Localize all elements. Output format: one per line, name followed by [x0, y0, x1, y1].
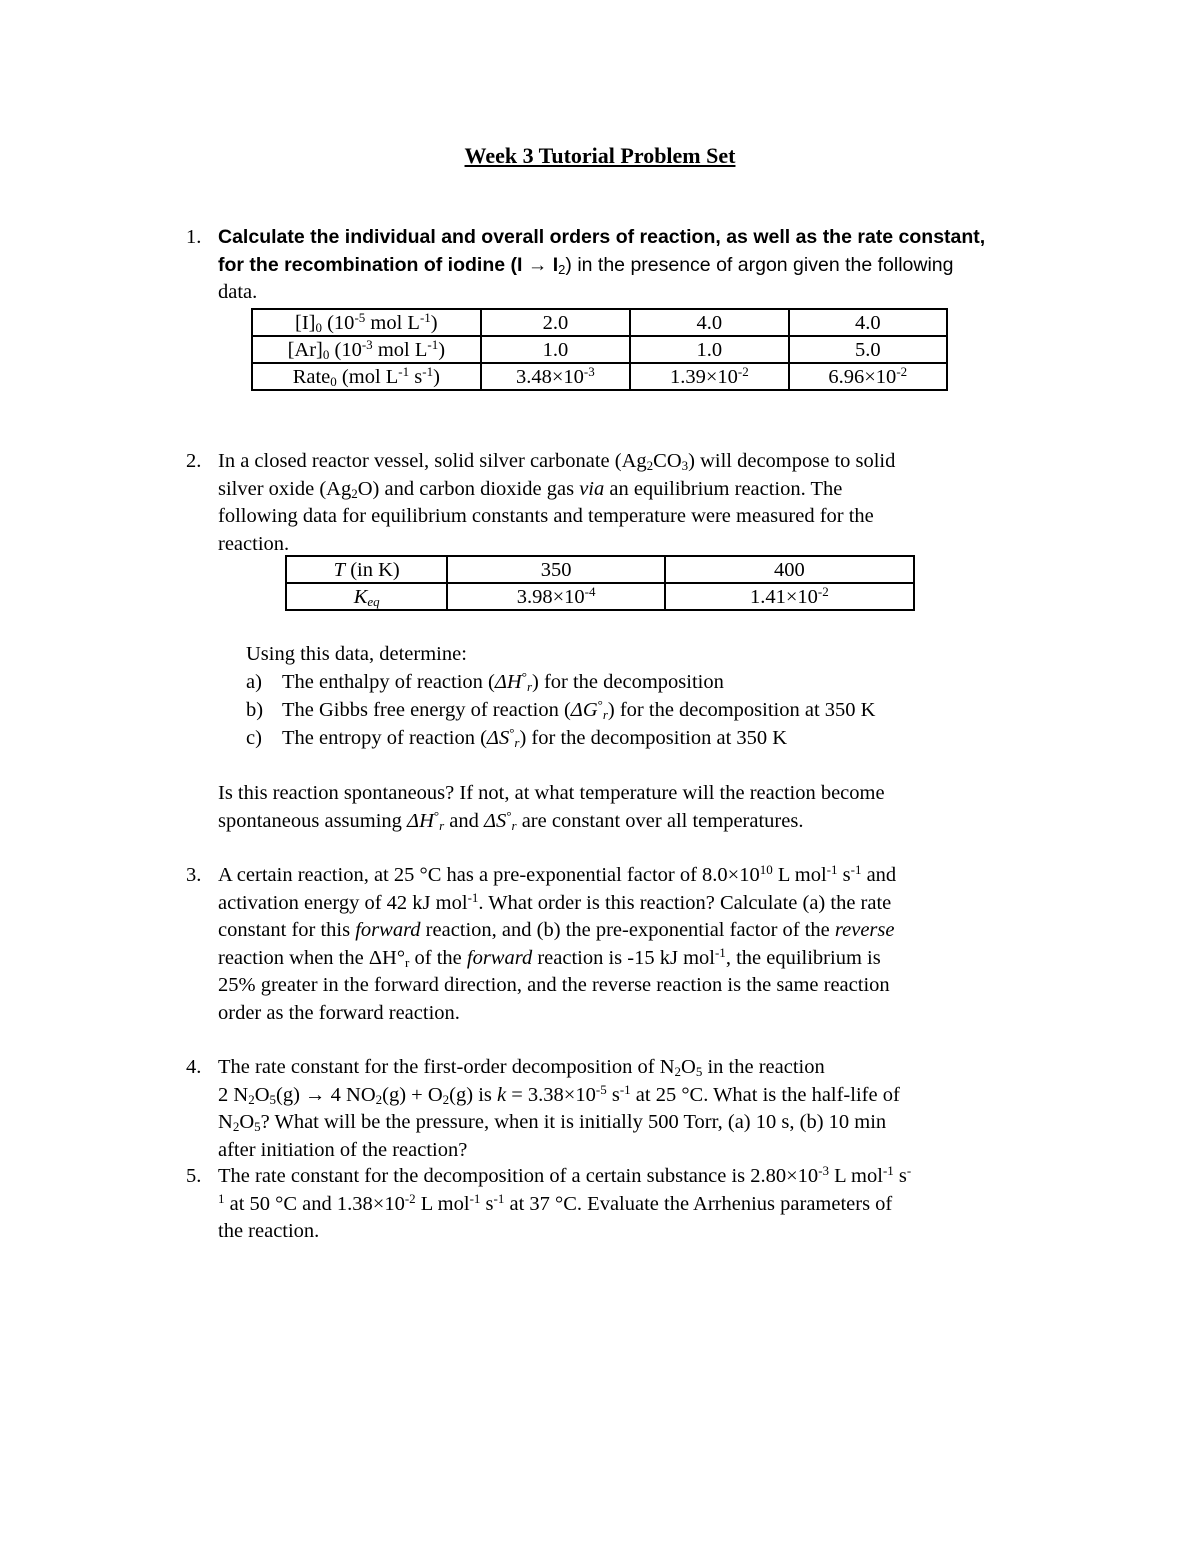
problem-number: 3. — [186, 864, 202, 886]
problem-number: 2. — [186, 450, 202, 472]
problem-text: The rate constant for the decomposition of a certain substance is $2.80\times 10^{-3}$ L mol$^{-1}$ s- $^1$ at 50 °C and $1.38\times 10^{-2}$ L mol$^{-1}$ $s^{-1}$ at 37 °C. Evaluate the Arrhenius parameters of the reaction. — [218, 1163, 912, 1242]
problem-number: 4. — [186, 1056, 202, 1078]
sub-questions: Using this data, determine: a) The enthalpy of reaction $(\Delta H^\circ_r)$ for the decomposition b) The Gibbs free energy of reaction $(\Delta G^\circ_r)$ for the decomposition at 350 K c) The entropy of reaction $(\Delta S^\circ_r)$ for the decomposition at 350 K — [246, 643, 876, 750]
problem-number: 1. — [186, 226, 202, 248]
problem-text: In a closed reactor vessel, solid silver carbonate $(Ag_2CO_3)$ will decompose to solid silver oxide $(Ag_2O)$ and carbon dioxide gas via an equilibrium reaction. The following data for equilibrium constants and temperature were measured for the reaction. — [218, 450, 896, 555]
list-item: b) The Gibbs free energy of reaction $(\Delta G^\circ_r)$ for the decomposition at 350 K — [246, 697, 876, 722]
table-row: Rate$_0$ (mol $L^{-1}$ $s^{-1}$) $3.48\times 10^{-3}$ $1.39\times 10^{-2}$ $6.96\times 10^{-2}$ — [252, 363, 947, 390]
problem-text: A certain reaction, at 25 °C has a pre-exponential factor of $8.0\times 10^{10}$ L mol$^{-1}$ $s^{-1}$ and activation energy of 42 kJ mol$^{-1}$. What order is this reaction? Calculate (a) the rate constant for this forward reaction, and (b) the pre-exponential factor of the reverse reaction when the $\Delta H^\circ_r$ of the forward reaction is -15 kJ mol$^{-1}$, the equilibrium is 25% greater in the forward direction, and the reverse reaction is the same reaction order as the forward reaction. — [218, 862, 897, 1024]
list-item: c) The entropy of reaction $(\Delta S^\circ_r)$ for the decomposition at 350 K — [246, 725, 788, 750]
problem-number: 5. — [186, 1165, 202, 1187]
table-row: T (in K) 350 400 — [286, 556, 914, 583]
table-row: $[Ar]_0$ ($10^{-3}$ mol $L^{-1}$) 1.0 1.0 5.0 — [252, 336, 947, 363]
rate-data-table — [251, 308, 948, 391]
equilibrium-table — [285, 555, 915, 611]
table-row: $K_{eq}$ $3.98\times 10^{-4}$ $1.41\times 10^{-2}$ — [286, 583, 914, 610]
list-item: a) The enthalpy of reaction $(\Delta H^\circ_r)$ for the decomposition — [246, 669, 724, 694]
table-row: $[I]_0$ ($10^{-5}$ mol $L^{-1}$) 2.0 4.0 4.0 — [252, 309, 947, 336]
problem-text: The rate constant for the first-order decomposition of $N_2O_5$ in the reaction 2 $N_2O_5(g) \to 4$ $NO_2(g) + O_2(g)$ is $k = 3.38\times 10^{-5}$ $s^{-1}$ at 25 °C. What is the half-life of $N_2O_5$? What will be the pressure, when it is initially 500 Torr, (a) 10 s, (b) 10 min after initiation of the reaction? — [218, 1056, 900, 1161]
problem-text: Calculate the individual and overall orders of reaction, as well as the rate constant, for the recombination of iodine $(I \to I_2)$ in the presence of argon given the following data. — [218, 226, 986, 303]
page-title: Week 3 Tutorial Problem Set — [464, 143, 736, 168]
document-page: Week 3 Tutorial Problem Set 1. Calculate the individual and overall orders of reaction, as well as the rate constant, for the recombination of iodine $(I \to I_2)$ in the presence of argon given the following data. $[I]_0$ ($10^{-5}$ mol $L^{-1}$) 2.0 4.0 4.0 $[Ar]_0$ ($10^{-3}$ mol $L^{-1}$) 1.0 1.0 5.0 Rate$_0$ (mol $L^{-1}$ $s^{-1}$) $3.48\times 10^{-3}$ $1.39\times 10^{-2}$ $6.96\times 10^{-2}$ 2. In a closed reactor vessel, solid silver carbonate $(Ag_2CO_3)$ will decompose to solid silver oxide $(Ag_2O)$ and carbon dioxide gas via an equilibrium reaction. The following data for equilibrium constants and temperature were measured for the reaction. T (in K) 350 400 $K_{eq}$ $3.98\times 10^{-4}$ $1.41\times 10^{-2}$ Using this data, determine: a) The enthalpy of reaction $(\Delta H^\circ_r)$ for the decomposition b) The Gibbs free energy of reaction $(\Delta G^\circ_r)$ for the decomposition at 350 K c) The entropy of reaction $(\Delta S^\circ_r)$ for the decomposition at 350 K Is this reaction spontaneous? If not, at what temperature will the reaction become spontaneous assuming $\Delta H^\circ_r$ and $\Delta S^\circ_r$ are constant over all temperatures. 3. A certain reaction, at 25 °C has a pre-exponential factor of $8.0\times 10^{10}$ L mol$^{-1}$ $s^{-1}$ and activation energy of 42 kJ mol$^{-1}$. What order is this reaction? Calculate (a) the rate constant for this forward reaction, and (b) the pre-exponential factor of the reverse reaction when the $\Delta H^\circ_r$ of the forward reaction is -15 kJ mol$^{-1}$, the equilibrium is 25% greater in the forward direction, and the reverse reaction is the same reaction order as the forward reaction. 4. The rate constant for the first-order decomposition of $N_2O_5$ in the reaction 2 $N_2O_5(g) \to 4$ $NO_2(g) + O_2(g)$ is $k = 3.38\times 10^{-5}$ $s^{-1}$ at 25 °C. What is the half-life of $N_2O_5$? What will be the pressure, when it is initially 500 Torr, (a) 10 s, (b) 10 min after initiation of the reaction? 5. The rate constant for the decomposition of a certain substance is $2.80\times 10^{-3}$ L mol$^{-1}$ s- $^1$ at 50 °C and $1.38\times 10^{-2}$ L mol$^{-1}$ $s^{-1}$ at 37 °C. Evaluate the Arrhenius parameters of the reaction. — [0, 0, 1200, 1553]
